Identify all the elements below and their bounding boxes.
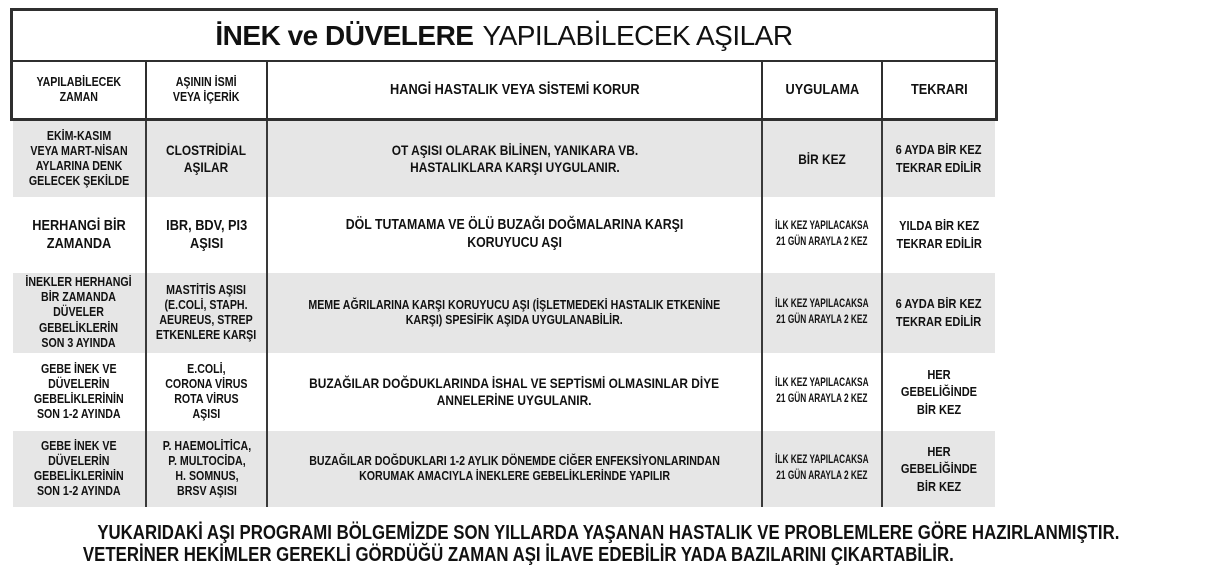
header-asi — [145, 62, 266, 118]
title-emphasis: İNEK ve DÜVELERE — [215, 19, 474, 51]
header-zaman-label: YAPILABİLECEK ZAMAN — [36, 74, 122, 104]
cell-uygulama: BİR KEZ — [761, 121, 881, 197]
table-body — [13, 121, 995, 507]
cell-uygulama: İLK KEZ YAPILACAKSA 21 GÜN ARAYLA 2 KEZ — [761, 353, 881, 431]
cell-zaman: HERHANGİ BİR ZAMANDA — [32, 216, 126, 252]
cell-tekrari: 6 AYDA BİR KEZ TEKRAR EDİLİR — [881, 121, 995, 197]
cell-zaman: GEBE İNEK VE DÜVELERİN GEBELİKLERİNİN SON 1-2 AYINDA — [34, 438, 124, 499]
cell-zaman: EKİM-KASIM VEYA MART-NİSAN AYLARINA DENK GELECEK ŞEKİLDE — [28, 128, 130, 189]
vaccine-table — [10, 8, 998, 507]
cell-hastalik: MEME AĞRILARINA KARŞI KORUYUCU AŞI (İŞLETMEDEKİ HASTALIK ETKENİNE KARŞI) SPESİFİK AŞIDA UYGULANABİLİR. — [266, 273, 761, 353]
footer-note — [0, 522, 1120, 566]
footer-line-2: VETERİNER HEKİMLER GEREKLİ GÖRDÜĞÜ ZAMAN AŞI İLAVE EDEBİLİR YADA BAZILARINI ÇIKARTABİLİR. — [82, 544, 954, 566]
cell-hastalik: DÖL TUTAMAMA VE ÖLÜ BUZAĞI DOĞMALARINA KARŞI KORUYUCU AŞI — [266, 197, 761, 273]
cell-asi: MASTİTİS AŞISI (E.COLİ, STAPH. AEUREUS, STREP ETKENLERE KARŞI — [145, 273, 266, 353]
header-tekrari — [881, 62, 995, 118]
header-uygulama — [761, 62, 881, 118]
cell-tekrari: HER GEBELİĞİNDE BİR KEZ — [881, 431, 995, 507]
cell-uygulama: İLK KEZ YAPILACAKSA 21 GÜN ARAYLA 2 KEZ — [761, 431, 881, 507]
header-tekrari-label: TEKRARI — [910, 80, 968, 98]
cell-zaman: GEBE İNEK VE DÜVELERİN GEBELİKLERİNİN SON 1-2 AYINDA — [34, 361, 124, 422]
cell-uygulama: İLK KEZ YAPILACAKSA 21 GÜN ARAYLA 2 KEZ — [761, 197, 881, 273]
header-zaman — [13, 62, 145, 118]
cell-hastalik: BUZAĞILAR DOĞDUKLARINDA İSHAL VE SEPTİSMİ OLMASINLAR DİYE ANNELERİNE UYGULANIR. — [266, 353, 761, 431]
table-row — [13, 353, 995, 431]
cell-hastalik: OT AŞISI OLARAK BİLİNEN, YANIKARA VB. HASTALIKLARA KARŞI UYGULANIR. — [266, 121, 761, 197]
cell-asi: IBR, BDV, PI3 AŞISI — [145, 197, 266, 273]
header-hastalik — [266, 62, 761, 118]
header-row — [13, 62, 995, 118]
cell-hastalik: BUZAĞILAR DOĞDUKLARI 1-2 AYLIK DÖNEMDE CİĞER ENFEKSİYONLARINDAN KORUMAK AMACIYLA İNEKLERE GEBELİKLERİNDE YAPILIR — [266, 431, 761, 507]
footer-line-1: YUKARIDAKİ AŞI PROGRAMI BÖLGEMİZDE SON YILLARDA YAŞANAN HASTALIK VE PROBLEMLERE GÖRE HAZIRLANMIŞTIR. — [97, 522, 1120, 544]
cell-asi: E.COLİ, CORONA VİRUS ROTA VİRUS AŞISI — [145, 353, 266, 431]
table-row — [13, 431, 995, 507]
title-rest: YAPILABİLECEK AŞILAR — [482, 19, 793, 51]
table-row — [13, 273, 995, 353]
cell-tekrari: HER GEBELİĞİNDE BİR KEZ — [881, 353, 995, 431]
cell-tekrari: YILDA BİR KEZ TEKRAR EDİLİR — [881, 197, 995, 273]
table-head-block — [10, 8, 998, 121]
cell-zaman: İNEKLER HERHANGİ BİR ZAMANDA DÜVELER GEBELİKLERİN SON 3 AYINDA — [25, 274, 133, 350]
header-uygulama-label: UYGULAMA — [785, 80, 859, 98]
cell-asi: P. HAEMOLİTİCA, P. MULTOCİDA, H. SOMNUS, BRSV AŞISI — [145, 431, 266, 507]
cell-uygulama: İLK KEZ YAPILACAKSA 21 GÜN ARAYLA 2 KEZ — [761, 273, 881, 353]
cell-tekrari: 6 AYDA BİR KEZ TEKRAR EDİLİR — [881, 273, 995, 353]
header-asi-label: AŞININ İSMİ VEYA İÇERİK — [173, 74, 240, 104]
header-hastalik-label: HANGİ HASTALIK VEYA SİSTEMİ KORUR — [389, 80, 640, 98]
table-row — [13, 197, 995, 273]
table-title — [13, 11, 995, 62]
table-row — [13, 121, 995, 197]
cell-asi: CLOSTRİDİAL AŞILAR — [145, 121, 266, 197]
